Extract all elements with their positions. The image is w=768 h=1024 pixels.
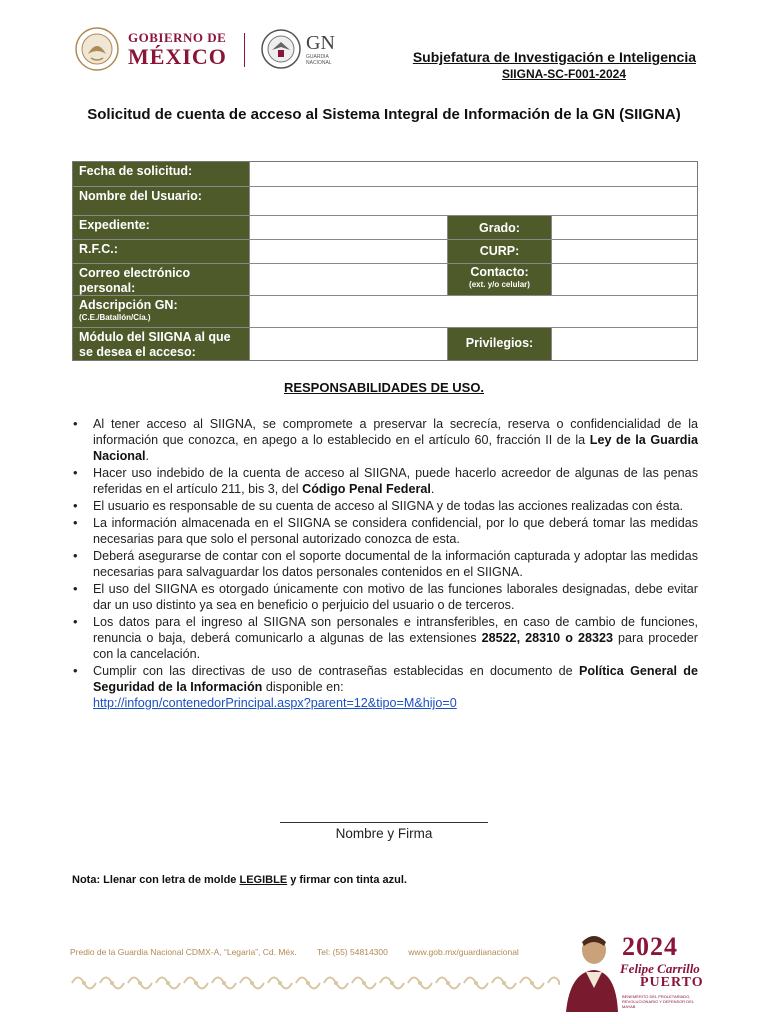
gn-badge-icon [260,28,302,70]
portrait-icon [560,928,620,1012]
field-nombre[interactable] [250,187,697,216]
field-contacto[interactable] [552,264,697,296]
responsibilities-title: RESPONSABILIDADES DE USO. [283,380,485,395]
gob-line1: GOBIERNO DE [128,30,227,45]
coat-of-arms-icon [74,26,120,72]
field-fecha[interactable] [250,162,697,187]
anniversary-caption: BENEMÉRITO DEL PROLETARIADO, REVOLUCIONARIO Y DEFENSOR DEL MAYAB [622,994,694,1009]
gn-logo-text: GN [306,32,335,54]
label-adscripcion: Adscripción GN: (C.E./Batallón/Cía.) [73,296,250,328]
field-privilegios[interactable] [552,328,697,360]
list-item: • El uso del SIIGNA es otorgado únicamente con motivo de las funciones laborales designadas, debe evitar dar un uso distinto ya sea en beneficio o perjuicio del usuario o de terceros. [72,581,698,613]
field-curp[interactable] [552,240,697,264]
unit-name: Subjefatura de Investigación e Inteligencia [412,49,696,65]
label-curp: CURP: [448,240,552,264]
field-expediente[interactable] [250,216,448,240]
guardia-nacional-logo [260,28,350,72]
footer-contact [70,947,537,957]
label-correo: Correo electrónico personal: [73,264,250,296]
anniversary-logo [560,928,710,1018]
label-modulo: Módulo del SIIGNA al que se desea el acceso: [73,328,250,360]
footer-phone: Tel: (55) 54814300 [316,947,388,957]
footer-decorative-pattern [70,970,560,996]
puerto: PUERTO [640,975,704,990]
list-item: • El usuario es responsable de su cuenta de acceso al SIIGNA y de todas las acciones realizadas con ésta. [72,498,698,514]
list-item: • Deberá asegurarse de contar con el soporte documental de la información capturada y adoptar las medidas necesarias para salvaguardar los datos personales contenidos en el SIIGNA. [72,548,698,580]
field-correo[interactable] [250,264,448,296]
felipe-carrillo: Felipe Carrillo [620,961,700,976]
list-item: • Los datos para el ingreso al SIIGNA son personales e intransferibles, en caso de cambio de funciones, renuncia o baja, deberá comunicarlo a algunas de las extensiones 28522, 28310 o 28323 para proceder con la cancelación. [72,614,698,662]
header-divider [244,33,245,67]
gobierno-de-mexico-logo [74,26,254,74]
list-item: • Al tener acceso al SIIGNA, se compromete a preservar la secrecía, reserva o confidencialidad de la información que conozca, en apego a lo establecido en el artículo 60, fracción II de la Ley de la Guardia Nacional. [72,416,698,464]
responsibilities-list [72,416,698,712]
signature-label: Nombre y Firma [335,826,433,841]
signature-line [280,822,488,823]
label-grado: Grado: [448,216,552,240]
gn-logo-small: GUARDIA NACIONAL [306,54,332,66]
label-rfc: R.F.C.: [73,240,250,264]
label-fecha: Fecha de solicitud: [73,162,250,187]
year-2024: 2024 [622,932,678,961]
label-expediente: Expediente: [73,216,250,240]
label-nombre: Nombre del Usuario: [73,187,250,216]
list-item: • Hacer uso indebido de la cuenta de acceso al SIIGNA, puede hacerlo acreedor de algunas de las penas referidas en el artículo 211, bis 3, del Código Penal Federal. [72,465,698,497]
label-privilegios: Privilegios: [448,328,552,360]
request-form [72,161,698,361]
field-grado[interactable] [552,216,697,240]
field-modulo[interactable] [250,328,448,360]
document-code: SIIGNA-SC-F001-2024 [501,67,626,81]
fill-note: Nota: Llenar con letra de molde LEGIBLE y firmar con tinta azul. [72,874,407,886]
field-rfc[interactable] [250,240,448,264]
document-title: Solicitud de cuenta de acceso al Sistema Integral de Información de la GN (SIIGNA) [87,106,681,123]
gob-line2: MÉXICO [128,44,227,69]
policy-link[interactable]: http://infogn/contenedorPrincipal.aspx?parent=12&tipo=M&hijo=0 [93,696,457,710]
list-item: • La información almacenada en el SIIGNA se considera confidencial, por lo que deberá tomar las medidas necesarias para que solo el personal autorizado conozca de esta. [72,515,698,547]
footer-website: www.gob.mx/guardianacional [408,947,519,957]
footer-address: Predio de la Guardia Nacional CDMX-A, “Legaria”, Cd. Méx. [70,947,297,957]
field-adscripcion[interactable] [250,296,697,328]
list-item: • Cumplir con las directivas de uso de contraseñas establecidas en documento de Política General de Seguridad de la Información disponible en: http://infogn/contenedorPrincipal.aspx?parent=12&tipo=M&hijo=0 [72,663,698,711]
label-contacto: Contacto: (ext. y/o celular) [448,264,552,296]
